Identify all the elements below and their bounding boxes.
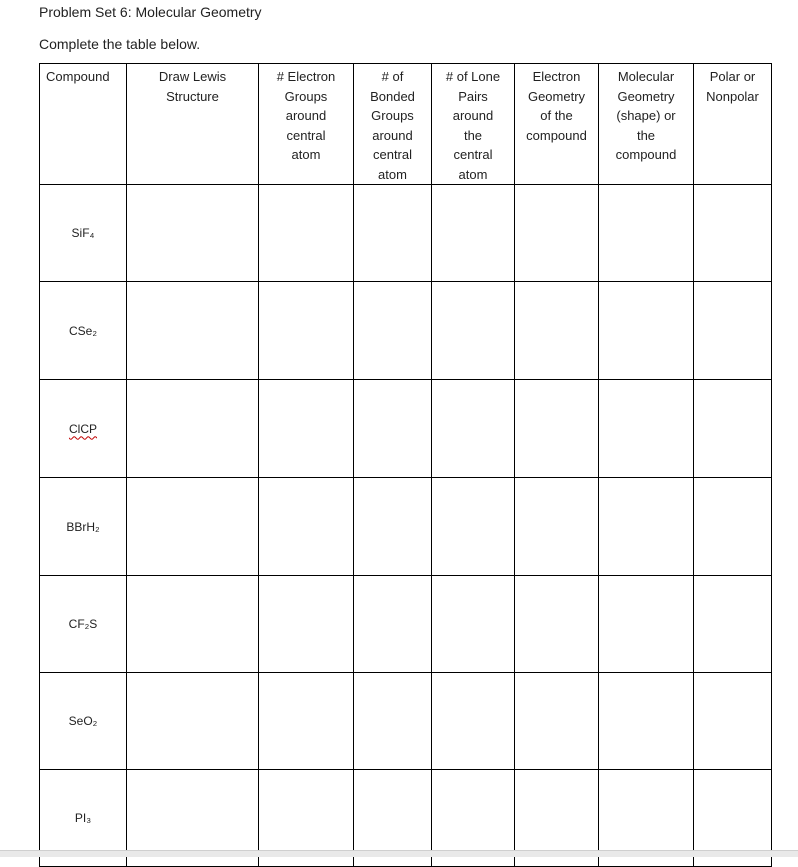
compound-cell: CSe₂ xyxy=(40,282,127,380)
electron-geometry-cell[interactable] xyxy=(515,576,599,673)
electron-geometry-cell[interactable] xyxy=(515,282,599,380)
electron-groups-cell[interactable] xyxy=(259,185,354,282)
electron-groups-cell[interactable] xyxy=(259,282,354,380)
polarity-cell[interactable] xyxy=(694,185,772,282)
table-row-seo2 xyxy=(40,673,772,770)
electron-groups-cell[interactable] xyxy=(259,478,354,576)
lone-pairs-cell[interactable] xyxy=(432,576,515,673)
bonded-groups-cell[interactable] xyxy=(354,380,432,478)
compound-cell: PI₃ xyxy=(40,770,127,867)
header-electron-groups: # Electron Groups around central atom xyxy=(259,64,354,185)
lone-pairs-cell[interactable] xyxy=(432,185,515,282)
header-compound: Compound xyxy=(40,64,127,185)
problem-set-title: Problem Set 6: Molecular Geometry xyxy=(39,4,262,20)
header-polarity: Polar or Nonpolar xyxy=(694,64,772,185)
bonded-groups-cell[interactable] xyxy=(354,478,432,576)
polarity-cell[interactable] xyxy=(694,478,772,576)
molecular-geometry-cell[interactable] xyxy=(599,673,694,770)
lewis-structure-cell[interactable] xyxy=(127,282,259,380)
electron-groups-cell[interactable] xyxy=(259,380,354,478)
lewis-structure-cell[interactable] xyxy=(127,673,259,770)
electron-geometry-cell[interactable] xyxy=(515,478,599,576)
lewis-structure-cell[interactable] xyxy=(127,185,259,282)
lone-pairs-cell[interactable] xyxy=(432,673,515,770)
compound-cell: BBrH₂ xyxy=(40,478,127,576)
electron-groups-cell[interactable] xyxy=(259,576,354,673)
lone-pairs-cell[interactable] xyxy=(432,380,515,478)
lewis-structure-cell[interactable] xyxy=(127,380,259,478)
lone-pairs-cell[interactable] xyxy=(432,282,515,380)
table-row-sif4 xyxy=(40,185,772,282)
molecular-geometry-cell[interactable] xyxy=(599,380,694,478)
table-row-clcp xyxy=(40,380,772,478)
table-row-bbrh2 xyxy=(40,478,772,576)
lone-pairs-cell[interactable] xyxy=(432,478,515,576)
instruction-text: Complete the table below. xyxy=(39,36,201,52)
header-draw-lewis-structure: Draw Lewis Structure xyxy=(127,64,259,185)
electron-groups-cell[interactable] xyxy=(259,673,354,770)
compound-cell: CF₂S xyxy=(40,576,127,673)
table-row-cse2 xyxy=(40,282,772,380)
molecular-geometry-table xyxy=(39,63,772,867)
molecular-geometry-cell[interactable] xyxy=(599,576,694,673)
lewis-structure-cell[interactable] xyxy=(127,478,259,576)
compound-cell xyxy=(40,380,127,478)
header-bonded-groups: # of Bonded Groups around central atom xyxy=(354,64,432,185)
electron-geometry-cell[interactable] xyxy=(515,673,599,770)
molecular-geometry-cell[interactable] xyxy=(599,282,694,380)
compound-cell: SiF₄ xyxy=(40,185,127,282)
compound-cell: SeO₂ xyxy=(40,673,127,770)
polarity-cell[interactable] xyxy=(694,673,772,770)
lewis-structure-cell[interactable] xyxy=(127,576,259,673)
bonded-groups-cell[interactable] xyxy=(354,673,432,770)
polarity-cell[interactable] xyxy=(694,282,772,380)
electron-geometry-cell[interactable] xyxy=(515,185,599,282)
header-row xyxy=(40,64,772,185)
header-molecular-geometry: Molecular Geometry (shape) or the compound xyxy=(599,64,694,185)
header-lone-pairs: # of Lone Pairs around the central atom xyxy=(432,64,515,185)
polarity-cell[interactable] xyxy=(694,380,772,478)
spellcheck-underlined-compound: ClCP xyxy=(68,421,97,436)
bonded-groups-cell[interactable] xyxy=(354,576,432,673)
bonded-groups-cell[interactable] xyxy=(354,282,432,380)
molecular-geometry-cell[interactable] xyxy=(599,478,694,576)
bonded-groups-cell[interactable] xyxy=(354,185,432,282)
table-row-cf2s xyxy=(40,576,772,673)
molecular-geometry-cell[interactable] xyxy=(599,185,694,282)
header-electron-geometry: Electron Geometry of the compound xyxy=(515,64,599,185)
polarity-cell[interactable] xyxy=(694,576,772,673)
electron-geometry-cell[interactable] xyxy=(515,380,599,478)
